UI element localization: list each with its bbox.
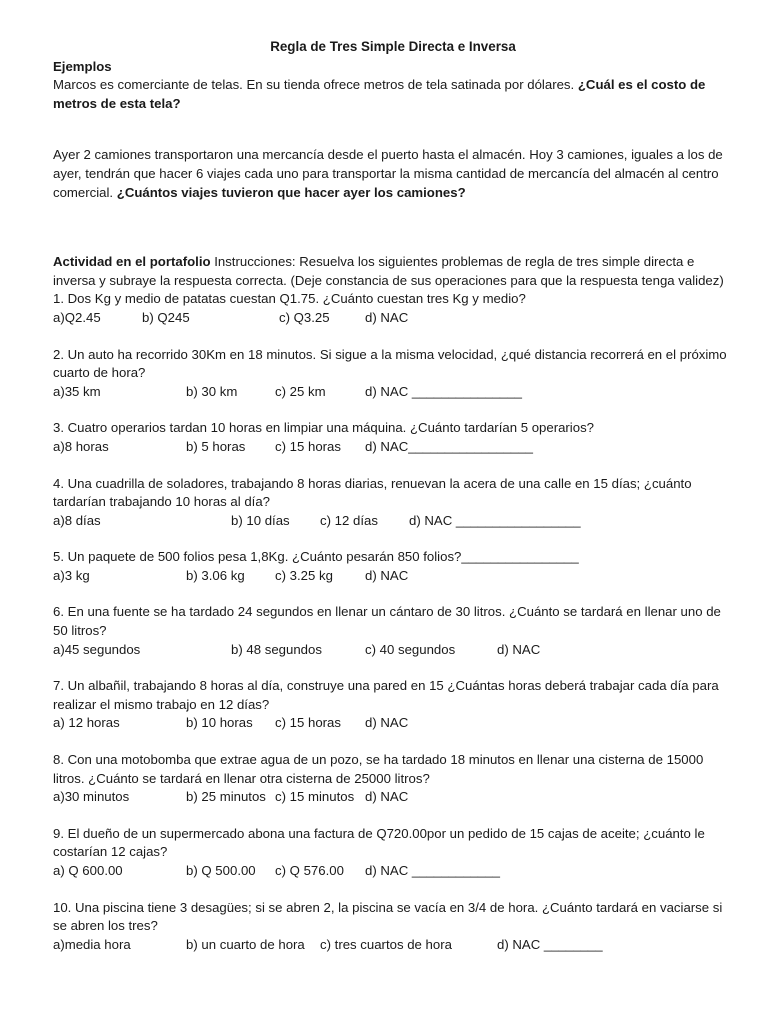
answer-options	[53, 567, 733, 586]
option-b: b) 48 segundos	[231, 641, 322, 657]
option-b: b) un cuarto de hora	[186, 936, 305, 952]
answer-options	[53, 383, 733, 402]
option-c: c) 15 minutos	[275, 789, 355, 805]
question-text: 6. En una fuente se ha tardado 24 segundos en llenar un cántaro de 30 litros. ¿Cuánto se tardará en llenar uno de 50 litros?	[53, 604, 721, 639]
document-page	[53, 38, 733, 954]
option-c: c) 25 km	[275, 383, 326, 399]
activity-instructions	[53, 253, 733, 290]
answer-options	[53, 438, 733, 457]
question-4	[53, 475, 733, 531]
option-d: d) NAC	[365, 567, 409, 583]
answer-options	[53, 512, 733, 531]
option-a: a) Q 600.00	[53, 863, 123, 878]
answer-options	[53, 862, 733, 881]
option-b: b) 5 horas	[186, 438, 246, 454]
example-1-question: ¿Cuál es el costo de metros de esta tela?	[53, 77, 706, 111]
question-10	[53, 899, 733, 955]
question-text: 2. Un auto ha recorrido 30Km en 18 minutos. Si sigue a la misma velocidad, ¿qué distancia recorrerá en el próximo cuarto de hora?	[53, 346, 727, 381]
answer-options	[53, 788, 733, 807]
question-text: 8. Con una motobomba que extrae agua de un pozo, se ha tardado 18 minutos en llenar una cisterna de 15000 litros. ¿Cuánto se tardará en llenar otra cisterna de 25000 litros?	[53, 752, 704, 786]
option-c: c) 40 segundos	[365, 641, 456, 657]
option-c: c) 3.25 kg	[275, 567, 333, 583]
option-b: b) Q245	[142, 309, 190, 325]
question-text: 10. Una piscina tiene 3 desagües; si se abren 2, la piscina se vacía en 3/4 de hora. ¿Cuánto tardará en vaciarse si se abren los tres?	[53, 899, 723, 934]
option-a: a) 12 horas	[53, 715, 120, 731]
question-text: 1. Dos Kg y medio de patatas cuestan Q1.75. ¿Cuánto cuestan tres Kg y medio?	[53, 291, 526, 307]
option-c: c) Q 576.00	[275, 863, 344, 878]
question-list	[53, 290, 733, 954]
question-9	[53, 825, 733, 881]
option-a: a)8 días	[53, 512, 101, 528]
question-8	[53, 751, 733, 807]
option-b: b) 25 minutos	[186, 789, 266, 805]
question-1	[53, 290, 733, 327]
option-c: c) 15 horas	[275, 715, 341, 731]
answer-options	[53, 714, 733, 733]
option-b: b) 10 días	[231, 512, 290, 528]
question-3	[53, 419, 733, 456]
question-text: 7. Un albañil, trabajando 8 horas al día, construye una pared en 15 ¿Cuántas horas deberá trabajar cada día para realizar el mismo trabajo en 12 días?	[53, 678, 719, 712]
option-c: c) tres cuartos de hora	[320, 936, 452, 952]
option-b: b) Q 500.00	[186, 863, 256, 878]
option-d: d) NAC _______________	[365, 383, 522, 399]
option-a: a)8 horas	[53, 438, 109, 454]
option-a: a)30 minutos	[53, 789, 130, 805]
question-text: 5. Un paquete de 500 folios pesa 1,8Kg. ¿Cuánto pesarán 850 folios?________________	[53, 549, 579, 565]
example-1	[53, 76, 733, 113]
question-6	[53, 603, 733, 659]
option-d: d) NAC	[365, 715, 409, 731]
option-a: a)35 km	[53, 383, 101, 399]
option-c: c) 15 horas	[275, 438, 341, 454]
option-b: b) 30 km	[186, 383, 238, 399]
answer-options	[53, 936, 733, 955]
option-d: d) NAC_________________	[365, 438, 533, 454]
option-d: d) NAC ________	[497, 936, 603, 952]
option-d: d) NAC	[497, 641, 541, 657]
option-d: d) NAC	[365, 309, 409, 325]
question-text: 3. Cuatro operarios tardan 10 horas en limpiar una máquina. ¿Cuánto tardarían 5 operarios?	[53, 420, 595, 436]
option-b: b) 3.06 kg	[186, 567, 245, 583]
option-c: c) Q3.25	[279, 309, 330, 325]
option-b: b) 10 horas	[186, 715, 253, 731]
option-d: d) NAC ____________	[365, 863, 500, 878]
page-title: Regla de Tres Simple Directa e Inversa	[270, 39, 516, 54]
option-c: c) 12 días	[320, 512, 378, 528]
option-a: a)45 segundos	[53, 641, 141, 657]
question-2	[53, 346, 733, 402]
example-2-question: ¿Cuántos viajes tuvieron que hacer ayer los camiones?	[116, 184, 466, 200]
activity-instructions-text: Instrucciones: Resuelva los siguientes problemas de regla de tres simple directa e inversa y subraye la respuesta correcta. (Deje constancia de sus operaciones para que la respuesta tenga validez)	[53, 254, 724, 288]
option-a: a)media hora	[53, 936, 131, 952]
question-7	[53, 677, 733, 733]
answer-options	[53, 641, 733, 660]
examples-heading: Ejemplos	[53, 58, 112, 74]
example-1-text: Marcos es comerciante de telas. En su tienda ofrece metros de tela satinada por dólares.	[53, 77, 578, 93]
question-text: 4. Una cuadrilla de soladores, trabajando 8 horas diarias, renuevan la acera de una calle en 15 días; ¿cuánto tardarían trabajando 10 horas al día?	[53, 475, 692, 510]
option-a: a)3 kg	[53, 567, 90, 583]
question-5	[53, 548, 733, 585]
option-d: d) NAC	[365, 789, 409, 805]
answer-options	[53, 309, 733, 328]
activity-heading: Actividad en el portafolio	[53, 254, 211, 270]
option-d: d) NAC _________________	[409, 512, 581, 528]
example-2	[53, 146, 733, 202]
example-2-text: Ayer 2 camiones transportaron una mercancía desde el puerto hasta el almacén. Hoy 3 camiones, iguales a los de ayer, tendrán que hacer 6 viajes cada uno para transportar la misma cantidad de mercancía del almacén al centro comercial.	[53, 147, 723, 200]
question-text: 9. El dueño de un supermercado abona una factura de Q720.00por un pedido de 15 cajas de aceite; ¿cuánto le costarían 12 cajas?	[53, 825, 705, 860]
option-a: a)Q2.45	[53, 309, 101, 325]
